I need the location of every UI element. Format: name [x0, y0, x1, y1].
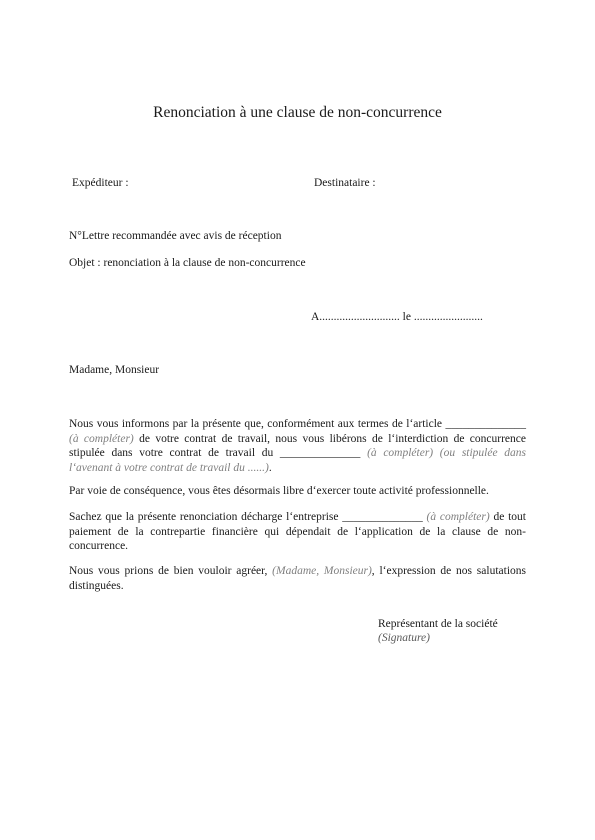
registered-letter-line: N°Lettre recommandée avec avis de réception — [69, 230, 282, 242]
paragraph-discharge-text-1: Sachez que la présente renonciation décharge l‘entreprise ______________ — [69, 511, 427, 523]
contract-date-placeholder-hint: (à compléter) (ou stipulée dans l‘avenant à votre contrat de travail du ......) — [69, 447, 526, 474]
addressee-placeholder-hint: (Madame, Monsieur) — [272, 565, 372, 577]
paragraph-release — [69, 417, 526, 475]
sender-label: Expéditeur : — [72, 177, 129, 189]
paragraph-release-text-3: . — [268, 461, 272, 474]
paragraph-consequence: Par voie de conséquence, vous êtes désormais libre d‘exercer toute activité professionnelle. — [69, 485, 489, 497]
company-placeholder-hint: (à compléter) — [426, 511, 490, 523]
document-title: Renonciation à une clause de non-concurrence — [153, 104, 442, 121]
paragraph-release-text-1: Nous vous informons par la présente que, conformément aux termes de l‘article ______________ — [69, 418, 526, 430]
signature-placeholder: (Signature) — [378, 632, 430, 644]
signature-role: Représentant de la société — [378, 618, 498, 630]
paragraph-discharge — [69, 510, 526, 554]
recipient-label: Destinataire : — [314, 177, 376, 189]
salutation: Madame, Monsieur — [69, 364, 160, 376]
paragraph-release-text-2: de votre contrat de travail, nous vous libérons de l‘interdiction de concurrence stipulée dans votre contrat de travail du ______________ — [69, 432, 526, 459]
paragraph-closing-text-2: , l‘expression de nos salutations distinguées. — [69, 565, 526, 592]
article-placeholder-hint: (à compléter) — [69, 432, 134, 445]
place-date-line: A............................ le ........................ — [311, 311, 483, 323]
subject-line: Objet : renonciation à la clause de non-concurrence — [69, 257, 306, 269]
paragraph-closing-text-1: Nous vous prions de bien vouloir agréer, — [69, 565, 273, 577]
paragraph-closing — [69, 564, 526, 593]
paragraph-discharge-text-2: de tout paiement de la contrepartie financière qui dépendait de l‘application de la clause de non-concurrence. — [69, 511, 526, 552]
